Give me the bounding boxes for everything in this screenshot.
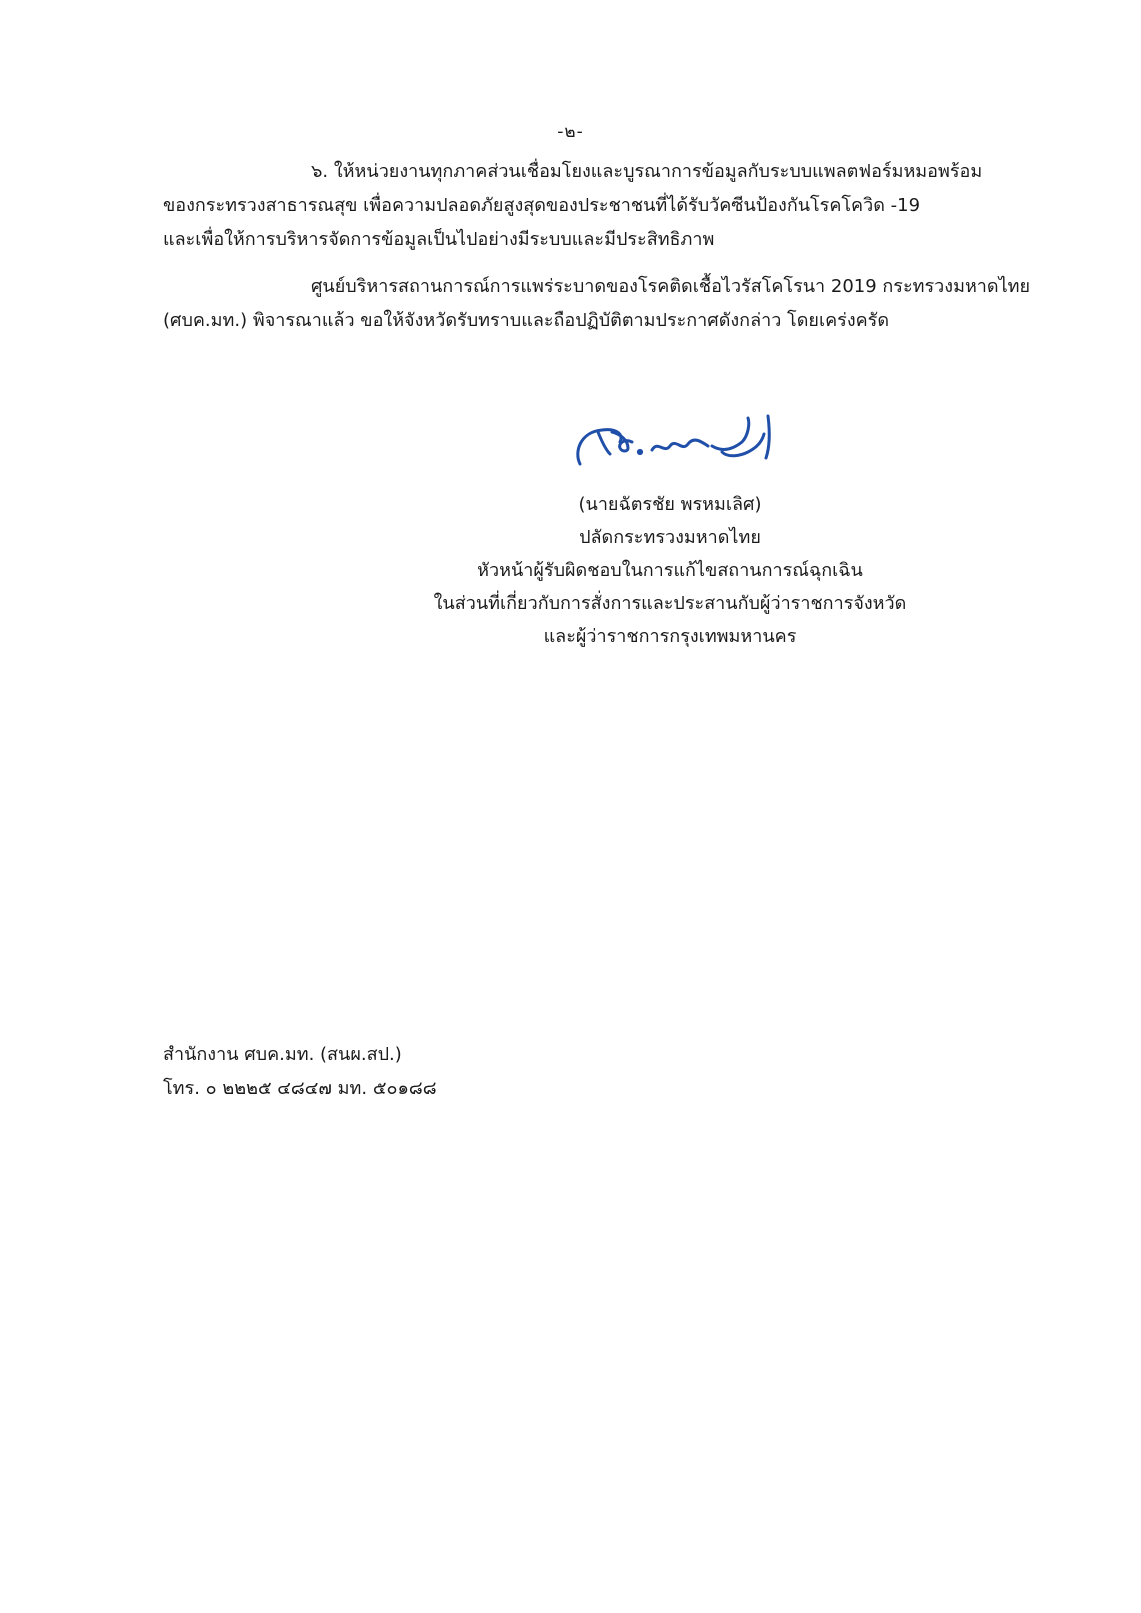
- handwritten-signature: [572, 412, 782, 474]
- paragraph-line: และเพื่อให้การบริหารจัดการข้อมูลเป็นไปอย่างมีระบบและมีประสิทธิภาพ: [163, 229, 715, 250]
- paragraph-line: ศูนย์บริหารสถานการณ์การแพร่ระบาดของโรคติดเชื้อไวรัสโคโรนา 2019 กระทรวงมหาดไทย: [311, 276, 1031, 297]
- paragraph-line: (ศบค.มท.) พิจารณาแล้ว ขอให้จังหวัดรับทราบและถือปฏิบัติตามประกาศดังกล่าว โดยเคร่งครัด: [163, 310, 890, 331]
- contact-office: สำนักงาน ศบค.มท. (สนผ.สป.): [163, 1044, 402, 1065]
- signatory-block: [380, 488, 960, 653]
- contact-phone: โทร. ๐ ๒๒๒๕ ๔๘๔๗ มท. ๕๐๑๘๘: [163, 1078, 437, 1099]
- signatory-name: (นายฉัตรชัย พรหมเลิศ): [578, 494, 762, 515]
- paragraph-line: ของกระทรวงสาธารณสุข เพื่อความปลอดภัยสูงสุดของประชาชนที่ได้รับวัคซีนป้องกันโรคโควิด -19: [163, 195, 921, 216]
- signatory-title-line: และผู้ว่าราชการกรุงเทพมหานคร: [543, 626, 797, 647]
- paragraph-integration-instruction: [163, 155, 1023, 257]
- signatory-title-line: ปลัดกระทรวงมหาดไทย: [579, 527, 761, 548]
- signatory-title-line: ในส่วนที่เกี่ยวกับการสั่งการและประสานกับผู้ว่าราชการจังหวัด: [433, 593, 907, 614]
- contact-block: [163, 1038, 437, 1106]
- page-number: -๒-: [557, 122, 584, 142]
- paragraph-center-request: [163, 270, 1031, 338]
- signatory-title-line: หัวหน้าผู้รับผิดชอบในการแก้ไขสถานการณ์ฉุกเฉิน: [477, 560, 863, 581]
- paragraph-line: ๖. ให้หน่วยงานทุกภาคส่วนเชื่อมโยงและบูรณาการข้อมูลกับระบบแพลตฟอร์มหมอพร้อม: [311, 161, 983, 182]
